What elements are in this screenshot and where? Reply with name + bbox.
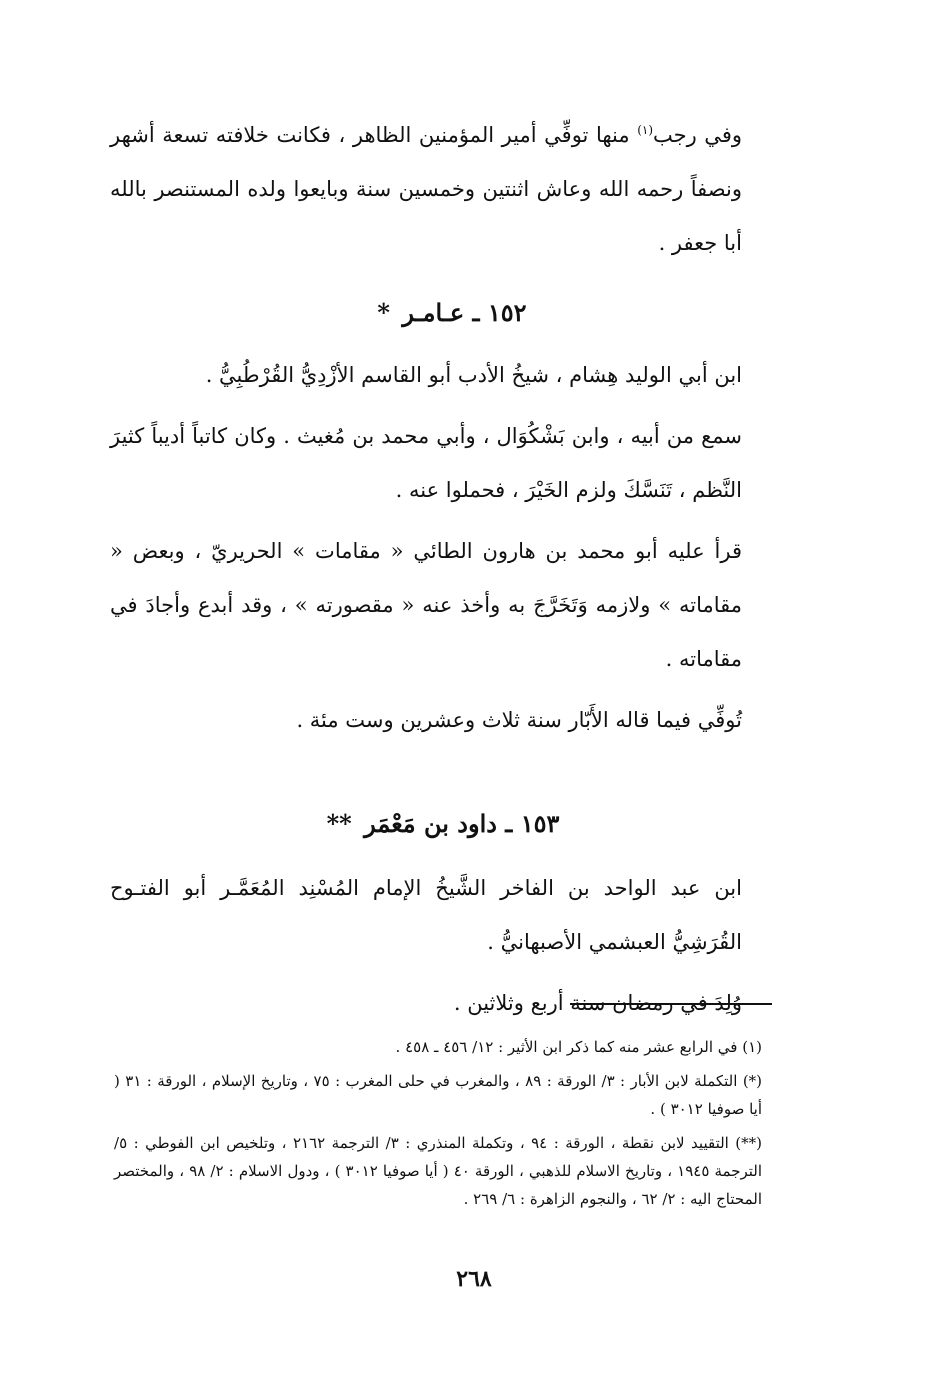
intro-text-rest: منها توفِّي أمير المؤمنين الظاهر ، فكانت خلافته تسعة أشهر ونصفاً رحمه الله وعاش اثنتين وخمسين سنة وبايعوا ولده المستنصر بالله أبا جعفر . — [110, 123, 742, 255]
footnote-1: (١) في الرابع عشر منه كما ذكر ابن الأثير : ١٢/ ٤٥٦ ـ ٤٥٨ . — [395, 1038, 762, 1056]
entry-153-heading-text: ١٥٣ ـ داود بن مَعْمَر — [364, 809, 560, 838]
paragraph-spacer — [110, 402, 776, 409]
intro-paragraph — [110, 108, 776, 270]
paragraph-spacer — [110, 969, 776, 976]
entry-152-paragraph-2: سمع من أبيه ، وابن بَشْكُوَال ، وأبي محمد بن مُغيث . وكان كاتباً أديباً كثيرَ النَّظم ، تَنَسَّكَ ولزم الخَيْرَ ، فحملوا عنه . — [110, 424, 742, 502]
footnote-divider — [570, 1003, 772, 1005]
footnote-source-152: (*) التكملة لابن الأبار : ٣/ الورقة : ٨٩ ، والمغرب في حلى المغرب : ٧٥ ، وتاريخ الإسلام ، الورقة : ٣١ ( أيا صوفيا ٣٠١٢ ) . — [114, 1072, 763, 1118]
footnotes — [114, 1033, 776, 1219]
paragraph-spacer — [110, 517, 776, 524]
entry-152-paragraph-1: ابن أبي الوليد هِشام ، شيخُ الأدب أبو القاسم الأزْدِيُّ القُرْطُبِيُّ . — [205, 363, 742, 387]
entry-152-heading-mark: * — [377, 298, 390, 327]
entry-153-heading-mark: ** — [326, 809, 352, 838]
entry-152-heading — [110, 284, 776, 342]
entry-153-heading — [110, 795, 776, 853]
entry-152-heading-text: ١٥٢ ـ عـامـر — [402, 298, 527, 327]
intro-text-start: وفي رجب — [653, 123, 742, 147]
entry-152-paragraph-4: تُوفِّي فيما قاله الأَبّار سنة ثلاث وعشرين وست مئة . — [296, 708, 742, 732]
note-reference: (١) — [637, 123, 654, 137]
paragraph-spacer — [110, 686, 776, 693]
entry-152-paragraph-3: قرأ عليه أبو محمد بن هارون الطائي « مقامات » الحريريّ ، وبعض « مقاماته » ولازمه وَتَخَرَّجَ به وأخذ عنه « مقصورته » ، وقد أبدع وأجادَ في مقاماته . — [110, 539, 742, 671]
footnote-source-153: (**) التقييد لابن نقطة ، الورقة : ٩٤ ، وتكملة المنذري : ٣/ الترجمة ٢١٦٢ ، وتلخيص ابن الفوطي : ٥/ الترجمة ١٩٤٥ ، وتاريخ الاسلام للذهبي ، الورقة ٤٠ ( أيا صوفيا ٣٠١٢ ) ، ودول الاسلام : ٢/ ٩٨ ، والمختصر المحتاج اليه : ٢/ ٦٢ ، والنجوم الزاهرة : ٦/ ٢٦٩ . — [114, 1134, 763, 1208]
page-number: ٢٦٨ — [456, 1266, 492, 1292]
entry-153-paragraph-1: ابن عبد الواحد بن الفاخر الشَّيخُ الإمام المُسْنِد المُعَمَّـر أبو الفتـوح القُرَشِيُّ العبشمي الأصبهانيُّ . — [110, 876, 742, 954]
main-text — [110, 108, 776, 1030]
entry-153-paragraph-2: وُلِدَ في رمضان سنة أربع وثلاثين . — [453, 991, 742, 1015]
